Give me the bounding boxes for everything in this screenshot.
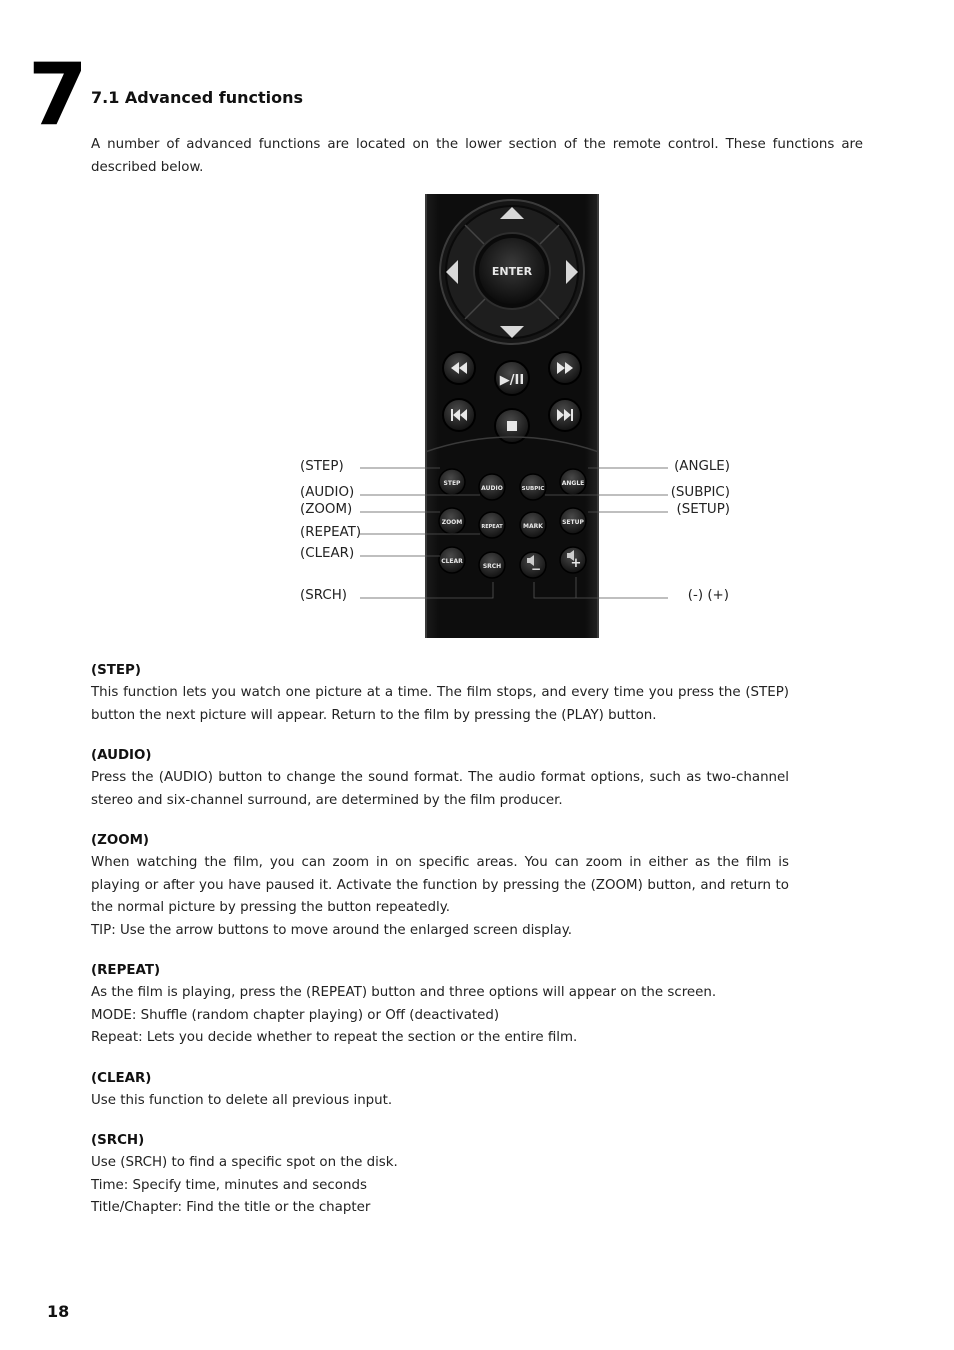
function-text: As the film is playing, press the (REPEAT) button and three options will appear on the screen. <box>91 985 717 1000</box>
function-text: Time: Specify time, minutes and seconds <box>91 1177 367 1193</box>
enter-label: ENTER <box>491 265 533 278</box>
function-text: MODE: Shuffle (random chapter playing) or Off (deactivated) <box>91 1007 500 1023</box>
chapter-number: 7 <box>28 45 86 145</box>
function-text: Title/Chapter: Find the title or the chapter <box>91 1200 371 1215</box>
repeat-button-label: REPEAT <box>481 524 503 530</box>
function-tip: TIP: Use the arrow buttons to move around the enlarged screen display. <box>91 922 572 938</box>
subpic-button-label: SUBPIC <box>521 486 545 492</box>
play-pause-label: ▶/II <box>499 373 525 388</box>
setup-button-label: SETUP <box>562 519 584 526</box>
callout-angle: (ANGLE) <box>674 459 730 474</box>
clear-button-label: CLEAR <box>441 558 463 565</box>
callout-zoom: (ZOOM) <box>300 502 353 517</box>
section-title: 7.1 Advanced functions <box>91 88 303 107</box>
srch-button-label: SRCH <box>482 563 502 570</box>
function-text: This function lets you watch one picture at a time. The film stops, and every time you press the (STEP) button the next picture will appear. Return to the film by pressing the (PLAY) button. <box>91 685 789 723</box>
step-button-label: STEP <box>443 480 461 487</box>
callout-step: (STEP) <box>300 459 344 474</box>
function-descriptions <box>91 660 789 1238</box>
function-repeat <box>91 960 789 1050</box>
remote-figure <box>280 194 760 638</box>
function-text: Press the (AUDIO) button to change the sound format. The audio format options, such as two-channel stereo and six-channel surround, are determined by the film producer. <box>91 770 789 808</box>
function-srch <box>91 1130 789 1220</box>
callout-audio: (AUDIO) <box>300 485 355 500</box>
function-clear <box>91 1068 789 1113</box>
angle-button-label: ANGLE <box>561 480 585 487</box>
function-heading: (STEP) <box>91 663 141 678</box>
function-audio <box>91 745 789 812</box>
function-step <box>91 660 789 727</box>
callout-subpic: (SUBPIC) <box>670 485 730 500</box>
function-text: Repeat: Lets you decide whether to repeat the section or the entire film. <box>91 1030 578 1045</box>
callout-repeat: (REPEAT) <box>300 525 362 540</box>
function-heading: (AUDIO) <box>91 748 152 763</box>
audio-button-label: AUDIO <box>481 485 503 492</box>
function-zoom <box>91 830 789 942</box>
volume-minus-label: − <box>530 562 542 576</box>
volume-plus-label: + <box>570 556 582 571</box>
function-text: Use this function to delete all previous input. <box>91 1092 393 1108</box>
function-heading: (ZOOM) <box>91 833 150 848</box>
callout-volume: (-) (+) <box>687 588 729 603</box>
zoom-button-label: ZOOM <box>441 519 463 526</box>
function-text: Use (SRCH) to find a specific spot on the disk. <box>91 1155 398 1170</box>
page-number: 18 <box>47 1302 70 1321</box>
callout-leader-lines <box>280 194 760 638</box>
callout-clear: (CLEAR) <box>300 546 355 561</box>
function-heading: (SRCH) <box>91 1133 145 1148</box>
function-heading: (CLEAR) <box>91 1070 152 1086</box>
callout-setup: (SETUP) <box>676 502 730 517</box>
callout-srch: (SRCH) <box>300 588 348 603</box>
function-heading: (REPEAT) <box>91 963 161 978</box>
function-text: When watching the film, you can zoom in on specific areas. You can zoom in either as the film is playing or after you have paused it. Activate the function by pressing the (ZOOM) button, and return to the normal picture by pressing the button repeatedly. <box>91 855 789 915</box>
intro-paragraph: A number of advanced functions are located on the lower section of the remote control. These functions are described below. <box>91 137 863 175</box>
mark-button-label: MARK <box>523 523 543 530</box>
